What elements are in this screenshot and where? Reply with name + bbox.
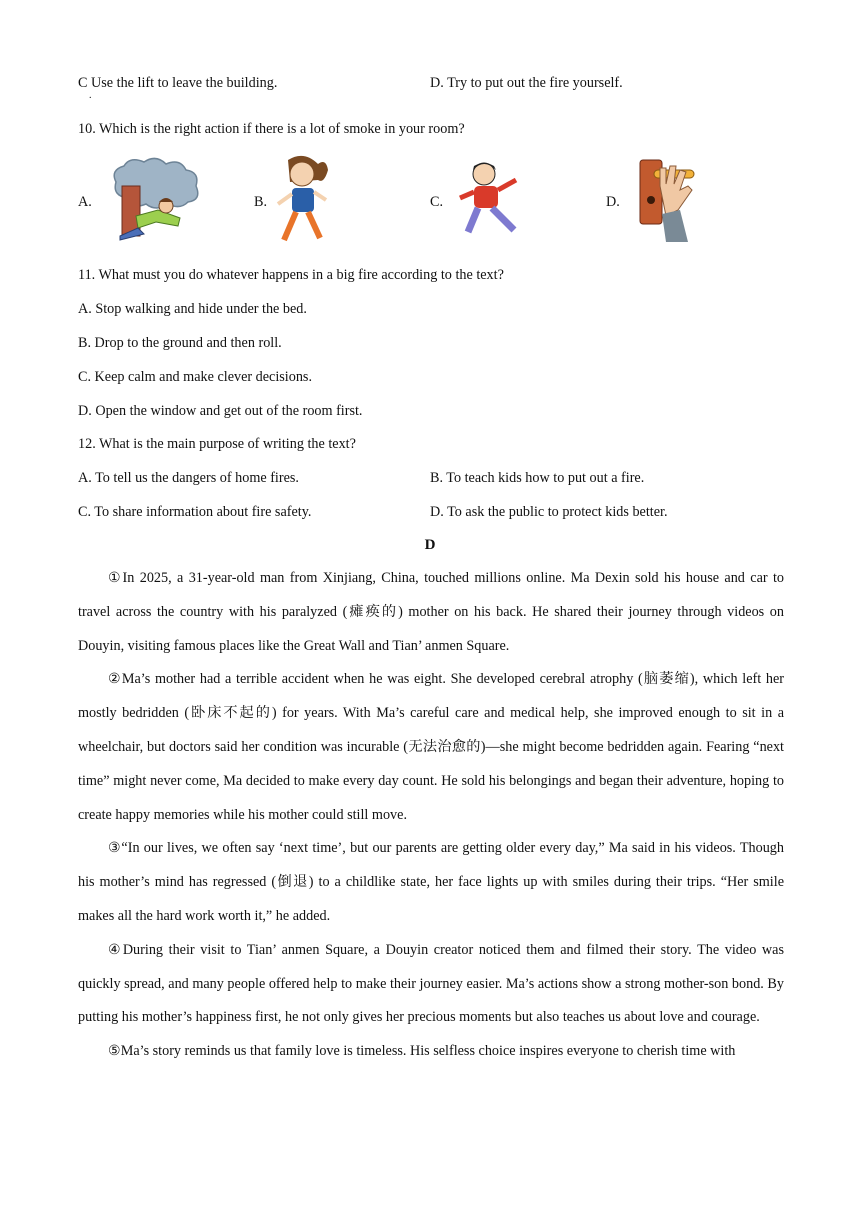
q11-option-a: A. Stop walking and hide under the bed. [78,301,307,317]
q9-option-d: D. Try to put out the fire yourself. [430,75,623,91]
q10-label-c: C. [430,194,444,210]
hand-touching-door-picture [636,156,702,244]
paragraph-1: ①In 2025, a 31-year-old man from Xinjiang, China, touched millions online. Ma Dexin sold his house and car to travel across the country with his paralyzed (瘫痪的) mother on his back. He shared their journey through videos on Douyin, visiting famous places like the Great Wall and Tian’ anmen Square. [78,570,784,654]
girl-running-picture [274,154,334,246]
paragraph-5: ⑤Ma’s story reminds us that family love is timeless. His selfless choice inspires everyone to cherish time with [108,1043,736,1060]
dot-mark: . [89,90,92,101]
q12-option-c: C. To share information about fire safety. [78,504,312,520]
paragraph-2: ②Ma’s mother had a terrible accident when he was eight. She developed cerebral atrophy (脑萎缩), which left her mostly bedridden (卧床不起的) for years. With Ma’s careful care and medical help, she improved enough to sit in a wheelchair, but doctors said her condition was incurable (无法治愈的)—she might become bedridden again. Fearing “next time” might never come, Ma decided to make every day count. He sold his belongings and began their adventure, hoping to create happy memories while his mother could still move. [78,671,784,823]
q12-question: 12. What is the main purpose of writing the text? [78,436,356,452]
q11-option-b: B. Drop to the ground and then roll. [78,335,282,351]
q10-label-b: B. [254,194,268,210]
paragraph-3: ③“In our lives, we often say ‘next time’, but our parents are getting older every day,” Ma said in his videos. Though his mother’s mind has regressed (倒退) to a childlike state, her face lights up with smiles during their trips. “Her smile makes all the hard work worth it,” he added. [78,840,784,924]
boy-running-picture [456,160,530,240]
q11-question: 11. What must you do whatever happens in a big fire according to the text? [78,267,504,283]
q11-option-d: D. Open the window and get out of the room first. [78,403,363,419]
q12-option-a: A. To tell us the dangers of home fires. [78,470,299,486]
q9-option-c: C Use the lift to leave the building. [78,75,278,91]
q11-option-c: C. Keep calm and make clever decisions. [78,369,313,385]
smoke-crawl-picture [106,156,202,242]
paragraph-4: ④During their visit to Tian’ anmen Square, a Douyin creator noticed them and filmed their story. The video was quickly spread, and many people offered help to make their journey easier. Ma’s actions show a strong mother-son bond. By putting his mother’s happiness first, he not only gives her precious moments but also teaches us about love and courage. [78,941,784,1026]
q10-label-d: D. [606,194,620,210]
q12-option-b: B. To teach kids how to put out a fire. [430,470,645,486]
q12-option-d: D. To ask the public to protect kids better. [430,504,668,520]
q10-question: 10. Which is the right action if there is a lot of smoke in your room? [78,121,465,137]
passage [78,562,784,1069]
q10-label-a: A. [78,194,92,210]
section-title: D [424,537,436,553]
